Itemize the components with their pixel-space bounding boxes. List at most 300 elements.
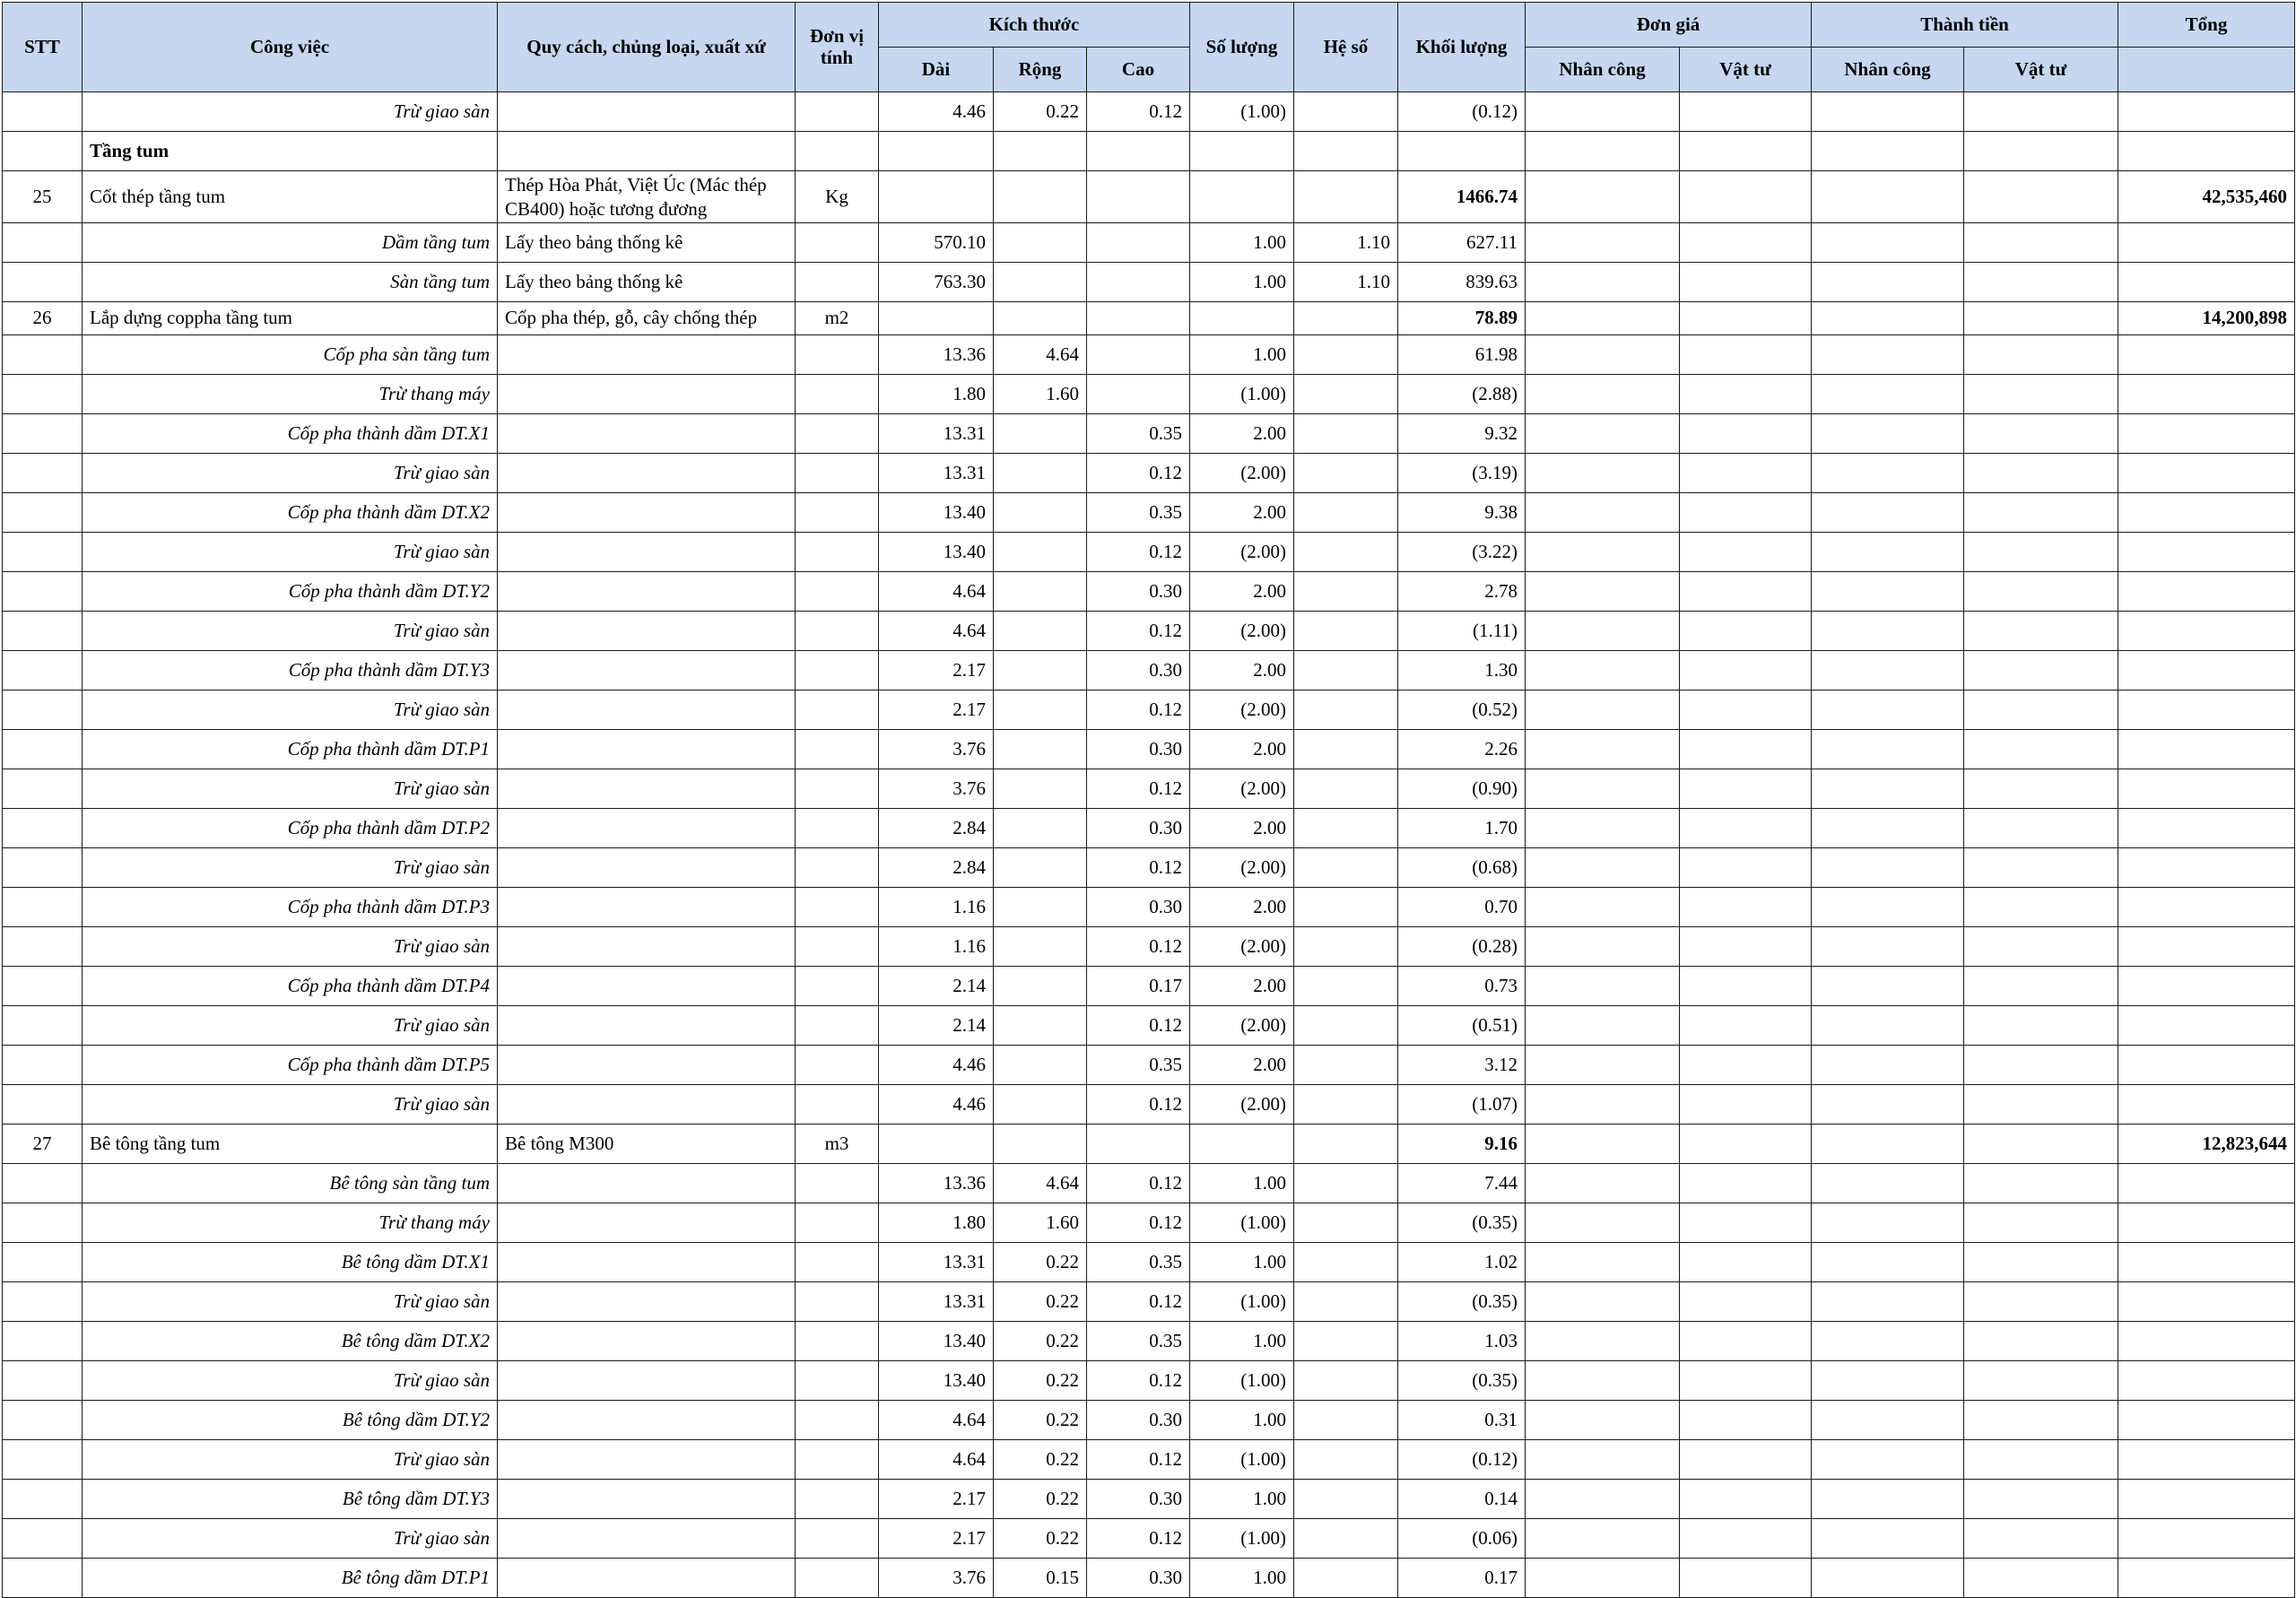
cell-cong-viec: Sàn tầng tum bbox=[83, 263, 498, 302]
cell-don-vi bbox=[796, 888, 879, 927]
cell-rong bbox=[994, 809, 1087, 848]
cell-thanh-tien-vat-tu bbox=[1964, 1401, 2118, 1440]
cell-thanh-tien-nhan-cong bbox=[1812, 1322, 1964, 1361]
header-kich-thuoc: Kích thước bbox=[879, 3, 1190, 48]
cell-cao: 0.35 bbox=[1087, 493, 1190, 533]
cell-tong bbox=[2118, 1559, 2295, 1598]
cell-rong: 0.22 bbox=[994, 1361, 1087, 1401]
cell-khoi-luong: (0.12) bbox=[1398, 92, 1526, 132]
cell-khoi-luong: 1.70 bbox=[1398, 809, 1526, 848]
cell-he-so bbox=[1294, 1519, 1398, 1559]
cell-quy-cach bbox=[498, 1006, 796, 1046]
cell-don-gia-vat-tu bbox=[1680, 454, 1812, 493]
cell-cao: 0.12 bbox=[1087, 533, 1190, 572]
cell-don-vi bbox=[796, 1559, 879, 1598]
cell-thanh-tien-vat-tu bbox=[1964, 1519, 2118, 1559]
cell-don-gia-vat-tu bbox=[1680, 690, 1812, 730]
detail-row bbox=[3, 967, 2295, 1006]
cell-cong-viec: Dầm tầng tum bbox=[83, 223, 498, 263]
cell-stt bbox=[3, 1085, 83, 1125]
cell-don-vi bbox=[796, 1480, 879, 1519]
cell-dai: 2.84 bbox=[879, 809, 994, 848]
cell-don-gia-nhan-cong bbox=[1526, 1559, 1680, 1598]
detail-row bbox=[3, 651, 2295, 690]
cell-thanh-tien-nhan-cong bbox=[1812, 572, 1964, 612]
cell-khoi-luong: 839.63 bbox=[1398, 263, 1526, 302]
header-thanh-tien-nhan-cong: Nhân công bbox=[1812, 48, 1964, 92]
cell-so-luong: (1.00) bbox=[1190, 1203, 1294, 1243]
cell-he-so bbox=[1294, 888, 1398, 927]
cell-rong bbox=[994, 612, 1087, 651]
cell-so-luong: 2.00 bbox=[1190, 809, 1294, 848]
detail-row bbox=[3, 572, 2295, 612]
cell-cong-viec: Trừ giao sàn bbox=[83, 769, 498, 809]
cell-don-gia-nhan-cong bbox=[1526, 927, 1680, 967]
detail-row bbox=[3, 1322, 2295, 1361]
cell-quy-cach bbox=[498, 132, 796, 171]
cell-he-so bbox=[1294, 1203, 1398, 1243]
cell-stt: 26 bbox=[3, 302, 83, 335]
cell-don-vi bbox=[796, 92, 879, 132]
cell-dai: 13.40 bbox=[879, 1361, 994, 1401]
cell-don-vi bbox=[796, 1361, 879, 1401]
cell-don-gia-vat-tu bbox=[1680, 1401, 1812, 1440]
detail-row bbox=[3, 1006, 2295, 1046]
cell-don-gia-vat-tu bbox=[1680, 1006, 1812, 1046]
cell-khoi-luong: (0.35) bbox=[1398, 1203, 1526, 1243]
cell-so-luong: 1.00 bbox=[1190, 335, 1294, 375]
cell-thanh-tien-vat-tu bbox=[1964, 848, 2118, 888]
cell-don-gia-nhan-cong bbox=[1526, 848, 1680, 888]
cell-cao bbox=[1087, 302, 1190, 335]
cell-dai: 13.40 bbox=[879, 533, 994, 572]
cell-thanh-tien-vat-tu bbox=[1964, 1440, 2118, 1480]
detail-row bbox=[3, 1440, 2295, 1480]
cell-don-vi bbox=[796, 375, 879, 414]
cell-thanh-tien-vat-tu bbox=[1964, 132, 2118, 171]
cell-thanh-tien-nhan-cong bbox=[1812, 1125, 1964, 1164]
cell-quy-cach bbox=[498, 927, 796, 967]
cell-quy-cach bbox=[498, 809, 796, 848]
detail-row bbox=[3, 1046, 2295, 1085]
detail-row bbox=[3, 375, 2295, 414]
cell-dai: 2.17 bbox=[879, 1480, 994, 1519]
cell-rong bbox=[994, 414, 1087, 454]
cell-he-so bbox=[1294, 454, 1398, 493]
cell-rong bbox=[994, 1046, 1087, 1085]
cell-so-luong bbox=[1190, 171, 1294, 223]
detail-row bbox=[3, 848, 2295, 888]
cell-he-so bbox=[1294, 1085, 1398, 1125]
cell-cong-viec: Bê tông sàn tầng tum bbox=[83, 1164, 498, 1203]
cell-don-vi bbox=[796, 132, 879, 171]
cell-thanh-tien-vat-tu bbox=[1964, 454, 2118, 493]
cell-thanh-tien-nhan-cong bbox=[1812, 171, 1964, 223]
cell-thanh-tien-vat-tu bbox=[1964, 1361, 2118, 1401]
cell-cao: 0.30 bbox=[1087, 1401, 1190, 1440]
cell-quy-cach: Thép Hòa Phát, Việt Úc (Mác thép CB400) hoặc tương đương bbox=[498, 171, 796, 223]
cell-thanh-tien-nhan-cong bbox=[1812, 92, 1964, 132]
cell-dai: 1.80 bbox=[879, 375, 994, 414]
cell-rong: 0.22 bbox=[994, 1519, 1087, 1559]
cell-quy-cach bbox=[498, 572, 796, 612]
cell-thanh-tien-nhan-cong bbox=[1812, 1085, 1964, 1125]
cell-quy-cach: Cốp pha thép, gỗ, cây chống thép bbox=[498, 302, 796, 335]
cell-don-vi: m3 bbox=[796, 1125, 879, 1164]
cell-rong bbox=[994, 572, 1087, 612]
cell-khoi-luong: 1.03 bbox=[1398, 1322, 1526, 1361]
cell-quy-cach bbox=[498, 848, 796, 888]
cell-don-gia-nhan-cong bbox=[1526, 1006, 1680, 1046]
cell-cong-viec: Cốp pha thành dầm DT.P3 bbox=[83, 888, 498, 927]
cell-thanh-tien-vat-tu bbox=[1964, 1282, 2118, 1322]
header-don-gia: Đơn giá bbox=[1526, 3, 1812, 48]
cell-he-so bbox=[1294, 493, 1398, 533]
cell-thanh-tien-nhan-cong bbox=[1812, 690, 1964, 730]
cell-quy-cach bbox=[498, 690, 796, 730]
cell-he-so bbox=[1294, 572, 1398, 612]
cell-he-so: 1.10 bbox=[1294, 263, 1398, 302]
cell-don-gia-vat-tu bbox=[1680, 1046, 1812, 1085]
cell-thanh-tien-nhan-cong bbox=[1812, 302, 1964, 335]
cell-don-gia-nhan-cong bbox=[1526, 335, 1680, 375]
detail-row bbox=[3, 335, 2295, 375]
cell-quy-cach: Bê tông M300 bbox=[498, 1125, 796, 1164]
cell-cong-viec: Bê tông dầm DT.Y2 bbox=[83, 1401, 498, 1440]
cell-he-so bbox=[1294, 927, 1398, 967]
cell-tong bbox=[2118, 1361, 2295, 1401]
cell-thanh-tien-nhan-cong bbox=[1812, 263, 1964, 302]
cell-khoi-luong: (3.22) bbox=[1398, 533, 1526, 572]
cell-quy-cach bbox=[498, 730, 796, 769]
cell-so-luong: 1.00 bbox=[1190, 1164, 1294, 1203]
cell-quy-cach bbox=[498, 335, 796, 375]
cell-cao: 0.30 bbox=[1087, 730, 1190, 769]
detail-row bbox=[3, 223, 2295, 263]
cell-he-so bbox=[1294, 612, 1398, 651]
detail-row bbox=[3, 1203, 2295, 1243]
cell-thanh-tien-nhan-cong bbox=[1812, 1164, 1964, 1203]
cell-cong-viec: Trừ giao sàn bbox=[83, 690, 498, 730]
cell-stt bbox=[3, 132, 83, 171]
cell-tong bbox=[2118, 533, 2295, 572]
cell-he-so bbox=[1294, 533, 1398, 572]
cell-he-so bbox=[1294, 730, 1398, 769]
cell-stt bbox=[3, 414, 83, 454]
cell-quy-cach bbox=[498, 92, 796, 132]
cell-tong bbox=[2118, 730, 2295, 769]
cell-thanh-tien-vat-tu bbox=[1964, 1480, 2118, 1519]
cell-tong bbox=[2118, 769, 2295, 809]
header-thanh-tien-vat-tu: Vật tư bbox=[1964, 48, 2118, 92]
detail-row bbox=[3, 927, 2295, 967]
cell-rong bbox=[994, 888, 1087, 927]
cell-khoi-luong: (1.07) bbox=[1398, 1085, 1526, 1125]
cell-cao: 0.12 bbox=[1087, 1440, 1190, 1480]
cell-cong-viec: Trừ giao sàn bbox=[83, 1282, 498, 1322]
cell-thanh-tien-nhan-cong bbox=[1812, 651, 1964, 690]
cell-thanh-tien-vat-tu bbox=[1964, 263, 2118, 302]
cell-don-gia-nhan-cong bbox=[1526, 1243, 1680, 1282]
cell-khoi-luong: (0.12) bbox=[1398, 1440, 1526, 1480]
cell-thanh-tien-vat-tu bbox=[1964, 1243, 2118, 1282]
cell-tong bbox=[2118, 572, 2295, 612]
cell-stt bbox=[3, 223, 83, 263]
cell-khoi-luong bbox=[1398, 132, 1526, 171]
cell-cao bbox=[1087, 223, 1190, 263]
cell-don-vi bbox=[796, 572, 879, 612]
cell-stt bbox=[3, 454, 83, 493]
cell-don-vi bbox=[796, 263, 879, 302]
cell-thanh-tien-vat-tu bbox=[1964, 769, 2118, 809]
cell-khoi-luong: 61.98 bbox=[1398, 335, 1526, 375]
cell-thanh-tien-vat-tu bbox=[1964, 572, 2118, 612]
cell-so-luong: (2.00) bbox=[1190, 690, 1294, 730]
cell-quy-cach bbox=[498, 1361, 796, 1401]
cell-don-gia-nhan-cong bbox=[1526, 572, 1680, 612]
cell-quy-cach bbox=[498, 1046, 796, 1085]
cell-don-vi bbox=[796, 769, 879, 809]
cell-cong-viec: Trừ giao sàn bbox=[83, 92, 498, 132]
cell-don-gia-vat-tu bbox=[1680, 927, 1812, 967]
cell-he-so bbox=[1294, 1164, 1398, 1203]
cell-khoi-luong: 9.16 bbox=[1398, 1125, 1526, 1164]
cell-stt: 27 bbox=[3, 1125, 83, 1164]
cell-tong bbox=[2118, 1164, 2295, 1203]
cell-don-gia-nhan-cong bbox=[1526, 375, 1680, 414]
cell-don-gia-vat-tu bbox=[1680, 302, 1812, 335]
item-row bbox=[3, 302, 2295, 335]
cell-don-gia-vat-tu bbox=[1680, 1480, 1812, 1519]
cell-stt bbox=[3, 493, 83, 533]
cell-khoi-luong: (0.90) bbox=[1398, 769, 1526, 809]
detail-row bbox=[3, 1480, 2295, 1519]
cell-don-gia-nhan-cong bbox=[1526, 132, 1680, 171]
cell-khoi-luong: 0.17 bbox=[1398, 1559, 1526, 1598]
cell-so-luong: 1.00 bbox=[1190, 1243, 1294, 1282]
header-so-luong: Số lượng bbox=[1190, 3, 1294, 92]
cell-thanh-tien-nhan-cong bbox=[1812, 730, 1964, 769]
cell-don-vi bbox=[796, 1046, 879, 1085]
cell-don-gia-nhan-cong bbox=[1526, 809, 1680, 848]
cell-thanh-tien-vat-tu bbox=[1964, 1559, 2118, 1598]
cell-dai: 763.30 bbox=[879, 263, 994, 302]
cell-rong bbox=[994, 651, 1087, 690]
cell-cao: 0.30 bbox=[1087, 1480, 1190, 1519]
cell-dai: 13.36 bbox=[879, 1164, 994, 1203]
cell-so-luong: (2.00) bbox=[1190, 769, 1294, 809]
cell-cao: 0.35 bbox=[1087, 1243, 1190, 1282]
cell-he-so bbox=[1294, 1125, 1398, 1164]
cell-cong-viec: Bê tông dầm DT.X2 bbox=[83, 1322, 498, 1361]
cell-thanh-tien-vat-tu bbox=[1964, 651, 2118, 690]
header-cong-viec: Công việc bbox=[83, 3, 498, 92]
cell-dai bbox=[879, 171, 994, 223]
cell-dai: 13.31 bbox=[879, 1243, 994, 1282]
cell-he-so bbox=[1294, 967, 1398, 1006]
cell-stt bbox=[3, 690, 83, 730]
cell-so-luong: 2.00 bbox=[1190, 414, 1294, 454]
cell-don-gia-vat-tu bbox=[1680, 612, 1812, 651]
cell-he-so bbox=[1294, 1361, 1398, 1401]
cell-thanh-tien-nhan-cong bbox=[1812, 132, 1964, 171]
cell-quy-cach bbox=[498, 1401, 796, 1440]
cell-quy-cach bbox=[498, 1440, 796, 1480]
cell-so-luong: 1.00 bbox=[1190, 223, 1294, 263]
cell-he-so bbox=[1294, 1006, 1398, 1046]
cell-tong bbox=[2118, 223, 2295, 263]
cell-rong: 1.60 bbox=[994, 375, 1087, 414]
detail-row bbox=[3, 414, 2295, 454]
cell-rong: 1.60 bbox=[994, 1203, 1087, 1243]
cell-rong bbox=[994, 223, 1087, 263]
cell-don-vi bbox=[796, 1282, 879, 1322]
cell-quy-cach bbox=[498, 967, 796, 1006]
cell-rong: 0.22 bbox=[994, 1322, 1087, 1361]
cell-rong: 0.22 bbox=[994, 92, 1087, 132]
header-khoi-luong: Khối lượng bbox=[1398, 3, 1526, 92]
cell-rong: 0.22 bbox=[994, 1243, 1087, 1282]
cell-don-vi bbox=[796, 414, 879, 454]
cell-so-luong: (2.00) bbox=[1190, 848, 1294, 888]
cell-cao bbox=[1087, 335, 1190, 375]
cell-rong bbox=[994, 493, 1087, 533]
cell-cao: 0.12 bbox=[1087, 1361, 1190, 1401]
cell-don-gia-nhan-cong bbox=[1526, 1361, 1680, 1401]
cell-don-vi bbox=[796, 1203, 879, 1243]
cell-stt bbox=[3, 612, 83, 651]
cell-cao bbox=[1087, 375, 1190, 414]
cell-quy-cach bbox=[498, 1164, 796, 1203]
cell-stt bbox=[3, 375, 83, 414]
cell-don-gia-vat-tu bbox=[1680, 533, 1812, 572]
cell-thanh-tien-vat-tu bbox=[1964, 1006, 2118, 1046]
cell-rong: 4.64 bbox=[994, 1164, 1087, 1203]
cell-don-gia-nhan-cong bbox=[1526, 1440, 1680, 1480]
cell-don-vi bbox=[796, 493, 879, 533]
cell-thanh-tien-vat-tu bbox=[1964, 171, 2118, 223]
cell-khoi-luong: 0.31 bbox=[1398, 1401, 1526, 1440]
detail-row bbox=[3, 1164, 2295, 1203]
cell-tong bbox=[2118, 335, 2295, 375]
cell-quy-cach bbox=[498, 1559, 796, 1598]
cell-don-vi bbox=[796, 730, 879, 769]
cell-stt bbox=[3, 1361, 83, 1401]
cell-he-so bbox=[1294, 1559, 1398, 1598]
cell-dai: 2.17 bbox=[879, 690, 994, 730]
cell-dai: 2.17 bbox=[879, 1519, 994, 1559]
cell-so-luong: 2.00 bbox=[1190, 493, 1294, 533]
cell-dai: 13.40 bbox=[879, 493, 994, 533]
cell-don-gia-nhan-cong bbox=[1526, 1480, 1680, 1519]
cell-cong-viec: Cốp pha thành dầm DT.P4 bbox=[83, 967, 498, 1006]
cell-don-gia-nhan-cong bbox=[1526, 612, 1680, 651]
cell-quy-cach bbox=[498, 612, 796, 651]
cell-cong-viec: Bê tông dầm DT.P1 bbox=[83, 1559, 498, 1598]
cell-rong bbox=[994, 132, 1087, 171]
cell-don-gia-nhan-cong bbox=[1526, 651, 1680, 690]
cell-stt bbox=[3, 1519, 83, 1559]
cell-dai: 13.31 bbox=[879, 414, 994, 454]
cell-rong: 4.64 bbox=[994, 335, 1087, 375]
cell-dai: 4.46 bbox=[879, 1046, 994, 1085]
item-row bbox=[3, 171, 2295, 223]
cell-khoi-luong: 2.26 bbox=[1398, 730, 1526, 769]
cell-dai: 4.46 bbox=[879, 1085, 994, 1125]
cell-so-luong: (1.00) bbox=[1190, 1440, 1294, 1480]
cell-don-gia-nhan-cong bbox=[1526, 302, 1680, 335]
cell-so-luong: 2.00 bbox=[1190, 967, 1294, 1006]
cell-dai: 3.76 bbox=[879, 730, 994, 769]
cell-cao: 0.12 bbox=[1087, 848, 1190, 888]
cell-don-gia-nhan-cong bbox=[1526, 1164, 1680, 1203]
cell-thanh-tien-nhan-cong bbox=[1812, 533, 1964, 572]
cell-so-luong: 2.00 bbox=[1190, 572, 1294, 612]
cell-khoi-luong: (0.52) bbox=[1398, 690, 1526, 730]
cell-cong-viec: Cốp pha thành dầm DT.Y3 bbox=[83, 651, 498, 690]
cell-so-luong: (2.00) bbox=[1190, 612, 1294, 651]
cell-don-gia-vat-tu bbox=[1680, 493, 1812, 533]
cell-thanh-tien-vat-tu bbox=[1964, 730, 2118, 769]
cell-dai: 2.14 bbox=[879, 1006, 994, 1046]
cell-cao: 0.12 bbox=[1087, 1164, 1190, 1203]
cell-quy-cach bbox=[498, 1480, 796, 1519]
cell-thanh-tien-vat-tu bbox=[1964, 414, 2118, 454]
cell-khoi-luong: 9.38 bbox=[1398, 493, 1526, 533]
header-don-gia-vat-tu: Vật tư bbox=[1680, 48, 1812, 92]
cell-dai: 13.36 bbox=[879, 335, 994, 375]
cell-dai: 4.64 bbox=[879, 1440, 994, 1480]
cell-don-gia-nhan-cong bbox=[1526, 1046, 1680, 1085]
cell-cong-viec: Cốp pha thành dầm DT.X1 bbox=[83, 414, 498, 454]
cell-cong-viec: Trừ giao sàn bbox=[83, 1440, 498, 1480]
header-tong: Tổng bbox=[2118, 3, 2295, 48]
cell-don-gia-vat-tu bbox=[1680, 888, 1812, 927]
detail-row bbox=[3, 1519, 2295, 1559]
cell-cao: 0.35 bbox=[1087, 1322, 1190, 1361]
cell-don-vi bbox=[796, 223, 879, 263]
cell-cong-viec: Bê tông tầng tum bbox=[83, 1125, 498, 1164]
cell-dai: 4.46 bbox=[879, 92, 994, 132]
cell-dai: 2.14 bbox=[879, 967, 994, 1006]
cell-thanh-tien-vat-tu bbox=[1964, 1125, 2118, 1164]
cell-tong: 14,200,898 bbox=[2118, 302, 2295, 335]
cell-stt bbox=[3, 1164, 83, 1203]
cell-don-gia-nhan-cong bbox=[1526, 1322, 1680, 1361]
cell-don-gia-nhan-cong bbox=[1526, 171, 1680, 223]
cell-dai: 570.10 bbox=[879, 223, 994, 263]
estimate-table bbox=[2, 2, 2295, 1598]
cell-tong bbox=[2118, 1401, 2295, 1440]
cell-khoi-luong: 627.11 bbox=[1398, 223, 1526, 263]
cell-don-gia-nhan-cong bbox=[1526, 1125, 1680, 1164]
cell-so-luong: (1.00) bbox=[1190, 92, 1294, 132]
detail-row bbox=[3, 809, 2295, 848]
cell-cao: 0.30 bbox=[1087, 651, 1190, 690]
cell-quy-cach bbox=[498, 1203, 796, 1243]
cell-khoi-luong: 0.14 bbox=[1398, 1480, 1526, 1519]
cell-don-vi: Kg bbox=[796, 171, 879, 223]
cell-so-luong: 1.00 bbox=[1190, 263, 1294, 302]
cell-don-gia-vat-tu bbox=[1680, 1361, 1812, 1401]
cell-cao: 0.17 bbox=[1087, 967, 1190, 1006]
cell-rong bbox=[994, 454, 1087, 493]
cell-tong bbox=[2118, 1480, 2295, 1519]
cell-rong: 0.22 bbox=[994, 1401, 1087, 1440]
cell-cong-viec: Cốp pha thành dầm DT.Y2 bbox=[83, 572, 498, 612]
cell-don-gia-nhan-cong bbox=[1526, 730, 1680, 769]
cell-thanh-tien-nhan-cong bbox=[1812, 769, 1964, 809]
